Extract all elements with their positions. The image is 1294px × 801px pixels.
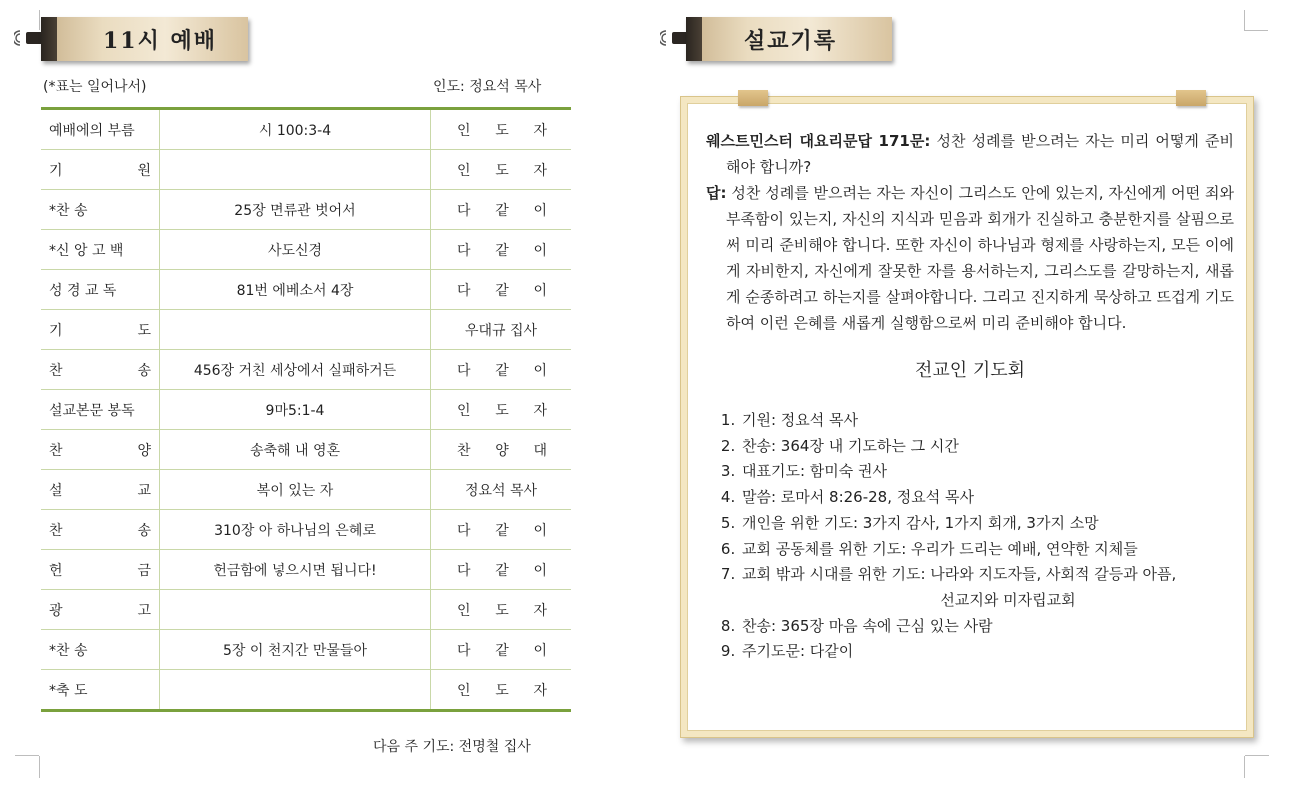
order-content: 456장 거친 세상에서 실패하거든	[160, 350, 431, 390]
table-row	[41, 109, 571, 150]
order-leader	[431, 190, 572, 230]
order-item	[41, 350, 160, 390]
table-row	[41, 670, 571, 711]
table-row	[41, 590, 571, 630]
banner-bar	[686, 17, 702, 61]
prayer-item: 2. 찬송: 364장 내 기도하는 그 시간	[740, 434, 1234, 460]
order-leader	[431, 390, 572, 430]
order-leader	[431, 150, 572, 190]
sermon-header-banner	[686, 17, 892, 61]
banner-bar	[41, 17, 57, 61]
order-item-label: 찬 송	[49, 362, 151, 379]
table-row	[41, 350, 571, 390]
order-content: 310장 아 하나님의 은혜로	[160, 510, 431, 550]
order-leader-label: 찬 양 대	[457, 442, 547, 459]
prayer-item: 9. 주기도문: 다같이	[740, 639, 1234, 665]
prayer-item: 3. 대표기도: 함미숙 권사	[740, 459, 1234, 485]
order-content: 시 100:3-4	[160, 109, 431, 150]
table-row	[41, 550, 571, 590]
order-leader	[431, 550, 572, 590]
table-row	[41, 230, 571, 270]
order-content	[160, 670, 431, 711]
order-item-label: 기 원	[49, 162, 151, 179]
next-week-prayer: 다음 주 기도: 전명철 집사	[373, 739, 531, 755]
order-item	[41, 590, 160, 630]
order-leader	[431, 670, 572, 711]
tape-left	[738, 90, 768, 106]
order-item	[41, 470, 160, 510]
order-item-label: 설 교	[49, 482, 151, 499]
table-row	[41, 310, 571, 350]
order-leader-label: 다 같 이	[457, 202, 547, 219]
order-item-label: 기 도	[49, 322, 151, 339]
order-leader	[431, 350, 572, 390]
question-text: 성찬 성례를 받으려는 자는 미리 어떻게 준비해야 합니까?	[726, 132, 1234, 176]
worship-order-table	[41, 107, 571, 712]
order-item-label: 헌 금	[49, 562, 151, 579]
question-paragraph	[706, 128, 1234, 180]
order-leader	[431, 230, 572, 270]
standing-note: (*표는 일어나서)	[43, 79, 147, 95]
order-content	[160, 310, 431, 350]
table-row	[41, 150, 571, 190]
order-content: 사도신경	[160, 230, 431, 270]
order-item-label: 찬 양	[49, 442, 151, 459]
worship-header-banner	[41, 17, 248, 61]
order-item	[41, 550, 160, 590]
order-item	[41, 310, 160, 350]
prayer-item: 6. 교회 공동체를 위한 기도: 우리가 드리는 예배, 연약한 지체들	[740, 537, 1234, 563]
catechism-qa	[706, 128, 1234, 336]
order-item: *찬 송	[41, 630, 160, 670]
order-content: 25장 면류관 벗어서	[160, 190, 431, 230]
order-leader	[431, 510, 572, 550]
answer-paragraph	[706, 180, 1234, 336]
order-item-label: 광 고	[49, 602, 151, 619]
leader-text: 인도: 정요석 목사	[433, 79, 542, 95]
prayer-item-continued: 선교지와 미자립교회	[940, 590, 1076, 609]
order-content	[160, 150, 431, 190]
order-leader	[431, 109, 572, 150]
table-row	[41, 630, 571, 670]
order-item: *찬 송	[41, 190, 160, 230]
order-leader	[431, 270, 572, 310]
order-leader-label: 인 도 자	[457, 122, 547, 139]
order-item: *축 도	[41, 670, 160, 711]
crop-mark	[1244, 10, 1245, 30]
prayer-item: 5. 개인을 위한 기도: 3가지 감사, 1가지 회개, 3가지 소망	[740, 511, 1234, 537]
order-leader-label: 다 같 이	[457, 642, 547, 659]
crop-mark	[1244, 30, 1268, 31]
order-item	[41, 510, 160, 550]
order-leader-label: 다 같 이	[457, 282, 547, 299]
order-item	[41, 430, 160, 470]
order-content: 복이 있는 자	[160, 470, 431, 510]
table-row	[41, 430, 571, 470]
prayer-item: 1. 기원: 정요석 목사	[740, 408, 1234, 434]
page-title: 11시 예배	[103, 27, 218, 54]
order-item: 설교본문 봉독	[41, 390, 160, 430]
order-leader	[431, 430, 572, 470]
order-leader-label: 인 도 자	[457, 162, 547, 179]
order-item: 성 경 교 독	[41, 270, 160, 310]
order-leader-label: 다 같 이	[457, 362, 547, 379]
table-row	[41, 270, 571, 310]
prayer-item-text: 교회 밖과 시대를 위한 기도: 나라와 지도자들, 사회적 갈등과 아픔,	[742, 565, 1177, 584]
order-leader	[431, 590, 572, 630]
order-leader-label: 인 도 자	[457, 682, 547, 699]
order-item: 예배에의 부름	[41, 109, 160, 150]
table-row	[41, 510, 571, 550]
order-content: 9마5:1-4	[160, 390, 431, 430]
order-content: 송축해 내 영혼	[160, 430, 431, 470]
order-content: 헌금함에 넣으시면 됩니다!	[160, 550, 431, 590]
order-leader: 우대규 집사	[431, 310, 572, 350]
crop-mark	[1244, 756, 1245, 778]
order-leader	[431, 630, 572, 670]
tape-right	[1176, 90, 1206, 106]
order-item-label: 찬 송	[49, 522, 151, 539]
order-leader-label: 다 같 이	[457, 242, 547, 259]
order-content: 81번 에베소서 4장	[160, 270, 431, 310]
prayer-meeting-title: 전교인 기도회	[914, 360, 1026, 381]
order-item: *신 앙 고 백	[41, 230, 160, 270]
order-content: 5장 이 천지간 만물들아	[160, 630, 431, 670]
table-row	[41, 190, 571, 230]
prayer-list	[706, 408, 1234, 665]
table-row	[41, 470, 571, 510]
prayer-item: 8. 찬송: 365장 마음 속에 근심 있는 사람	[740, 614, 1234, 640]
leader-label	[433, 76, 541, 96]
crop-mark	[15, 755, 39, 756]
prayer-item	[740, 562, 1234, 613]
question-label: 웨스트민스터 대요리문답 171문:	[706, 132, 931, 150]
section-title: 설교기록	[744, 27, 838, 54]
crop-mark	[39, 10, 40, 30]
crop-mark	[1245, 755, 1269, 756]
order-item	[41, 150, 160, 190]
order-content	[160, 590, 431, 630]
order-leader-label: 다 같 이	[457, 562, 547, 579]
answer-label: 답:	[706, 184, 727, 202]
crop-mark	[39, 756, 40, 778]
table-row	[41, 390, 571, 430]
order-leader: 정요석 목사	[431, 470, 572, 510]
sermon-content	[706, 128, 1234, 665]
answer-text: 성찬 성례를 받으려는 자는 자신이 그리스도 안에 있는지, 자신에게 어떤 죄와 부족함이 있는지, 자신의 지식과 믿음과 회개가 진실하고 충분한지를 살핌으로써 미리 준비해야 합니다. 또한 자신이 하나님과 형제를 사랑하는지, 모든 이에게 자비한지, 자신에게 잘못한 자를 용서하는지, 그리스도를 갈망하는지, 새롭게 순종하려고 하는지를 살펴야합니다. 그리고 진지하게 묵상하고 뜨겁게 기도하여 이런 은혜를 새롭게 실행함으로써 미리 준비해야 합니다.	[726, 184, 1234, 332]
order-leader-label: 다 같 이	[457, 522, 547, 539]
order-leader-label: 인 도 자	[457, 402, 547, 419]
prayer-item: 4. 말씀: 로마서 8:26-28, 정요석 목사	[740, 485, 1234, 511]
order-leader-label: 인 도 자	[457, 602, 547, 619]
